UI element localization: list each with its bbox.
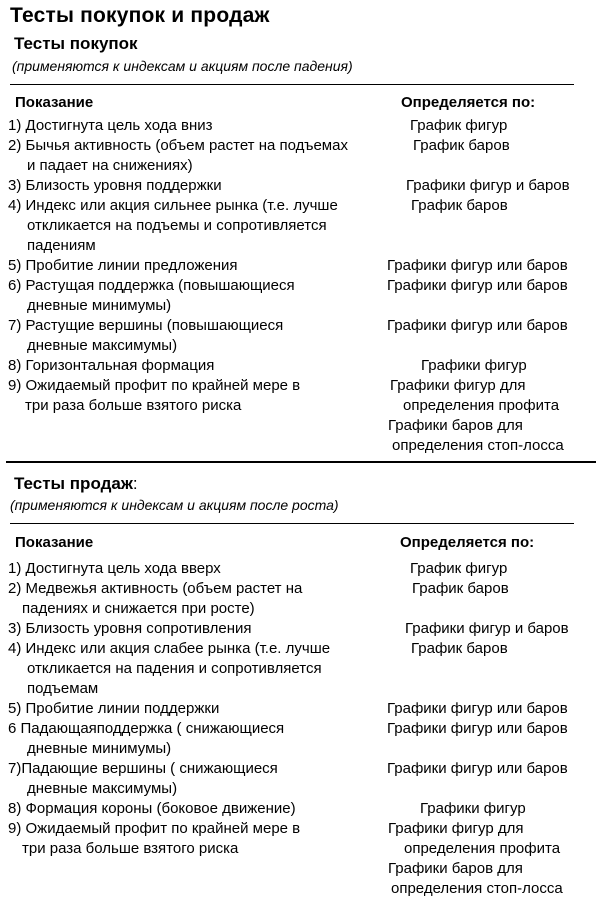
buy-row-3-source: Графики фигур и баров bbox=[406, 177, 570, 194]
sell-row-4-text-cont-1: откликается на падения и сопротивляется bbox=[27, 660, 322, 677]
sell-row-7-text: 7)Падающие вершины ( снижающиеся bbox=[8, 760, 278, 777]
page-title: Тесты покупок и продаж bbox=[10, 4, 270, 27]
buy-row-3-text: 3) Близость уровня поддержки bbox=[8, 177, 222, 194]
buy-row-2-text-cont: и падает на снижениях) bbox=[27, 157, 193, 174]
buy-row-6-source: Графики фигур или баров bbox=[387, 277, 568, 294]
sell-divider bbox=[10, 523, 574, 524]
sell-row-4-text: 4) Индекс или акция слабее рынка (т.е. лучше bbox=[8, 640, 331, 657]
section-separator bbox=[6, 461, 596, 463]
sell-row-8-text: 8) Формация короны (боковое движение) bbox=[8, 800, 296, 817]
buy-row-2-text: 2) Бычья активность (объем растет на подъемах bbox=[8, 137, 348, 154]
sell-row-3-text: 3) Близость уровня сопротивления bbox=[8, 620, 252, 637]
sell-row-6-text: 6 Падающаяподдержка ( снижающиеся bbox=[8, 720, 285, 737]
sell-row-9-source-1: Графики фигур для bbox=[388, 820, 524, 837]
sell-heading: Тесты продаж: bbox=[14, 474, 138, 493]
buy-row-9-text-cont: три раза больше взятого риска bbox=[25, 397, 242, 414]
sell-row-9-source-2: определения профита bbox=[404, 840, 561, 857]
buy-row-4-text-cont-2: падениям bbox=[27, 237, 96, 254]
buy-row-8-text: 8) Горизонтальная формация bbox=[8, 357, 215, 374]
sell-subtitle: (применяются к индексам и акциям после роста) bbox=[10, 497, 339, 513]
buy-row-4-text-cont-1: откликается на подъемы и сопротивляется bbox=[27, 217, 327, 234]
buy-row-9-source-1: Графики фигур для bbox=[390, 377, 526, 394]
buy-row-9-source-4: определения стоп-лосса bbox=[392, 437, 564, 454]
buy-row-4-text: 4) Индекс или акция сильнее рынка (т.е. лучше bbox=[8, 197, 338, 214]
buy-row-5-source: Графики фигур или баров bbox=[387, 257, 568, 274]
sell-row-9-source-3: Графики баров для bbox=[388, 860, 523, 877]
buy-row-6-text-cont: дневные минимумы) bbox=[27, 297, 172, 314]
sell-row-2-text-cont: падениях и снижается при росте) bbox=[22, 600, 255, 617]
buy-row-5-text: 5) Пробитие линии предложения bbox=[8, 257, 238, 274]
sell-row-1-text: 1) Достигнута цель хода вверх bbox=[8, 560, 221, 577]
buy-row-1-source: График фигур bbox=[410, 117, 508, 134]
sell-row-9-text: 9) Ожидаемый профит по крайней мере в bbox=[8, 820, 301, 837]
sell-row-2-source: График баров bbox=[412, 580, 509, 597]
sell-row-5-source: Графики фигур или баров bbox=[387, 700, 568, 717]
buy-row-9-source-2: определения профита bbox=[403, 397, 560, 414]
sell-row-4-source: График баров bbox=[411, 640, 508, 657]
sell-row-1-source: График фигур bbox=[410, 560, 508, 577]
buy-subtitle: (применяются к индексам и акциям после падения) bbox=[12, 58, 353, 74]
sell-col-defined: Определяется по: bbox=[400, 534, 535, 551]
buy-divider bbox=[10, 84, 574, 85]
buy-col-indicator: Показание bbox=[15, 94, 94, 111]
buy-row-1-text: 1) Достигнута цель хода вниз bbox=[8, 117, 213, 134]
buy-heading: Тесты покупок bbox=[14, 34, 138, 53]
sell-row-9-source-4: определения стоп-лосса bbox=[391, 880, 563, 897]
sell-row-7-text-cont: дневные максимумы) bbox=[27, 780, 178, 797]
buy-row-6-text: 6) Растущая поддержка (повышающиеся bbox=[8, 277, 295, 294]
sell-row-5-text: 5) Пробитие линии поддержки bbox=[8, 700, 220, 717]
sell-row-6-source: Графики фигур или баров bbox=[387, 720, 568, 737]
buy-row-7-text: 7) Растущие вершины (повышающиеся bbox=[8, 317, 284, 334]
sell-row-3-source: Графики фигур и баров bbox=[405, 620, 569, 637]
buy-row-7-text-cont: дневные максимумы) bbox=[27, 337, 178, 354]
buy-row-9-source-3: Графики баров для bbox=[388, 417, 523, 434]
sell-row-6-text-cont: дневные минимумы) bbox=[27, 740, 172, 757]
buy-row-8-source: Графики фигур bbox=[421, 357, 527, 374]
sell-row-2-text: 2) Медвежья активность (объем растет на bbox=[8, 580, 303, 597]
buy-col-defined: Определяется по: bbox=[401, 94, 536, 111]
buy-row-2-source: График баров bbox=[413, 137, 510, 154]
buy-row-7-source: Графики фигур или баров bbox=[387, 317, 568, 334]
sell-row-9-text-cont: три раза больше взятого риска bbox=[22, 840, 239, 857]
buy-row-4-source: График баров bbox=[411, 197, 508, 214]
sell-row-7-source: Графики фигур или баров bbox=[387, 760, 568, 777]
sell-col-indicator: Показание bbox=[15, 534, 94, 551]
sell-row-8-source: Графики фигур bbox=[420, 800, 526, 817]
buy-row-9-text: 9) Ожидаемый профит по крайней мере в bbox=[8, 377, 301, 394]
sell-row-4-text-cont-2: подъемам bbox=[27, 680, 99, 697]
